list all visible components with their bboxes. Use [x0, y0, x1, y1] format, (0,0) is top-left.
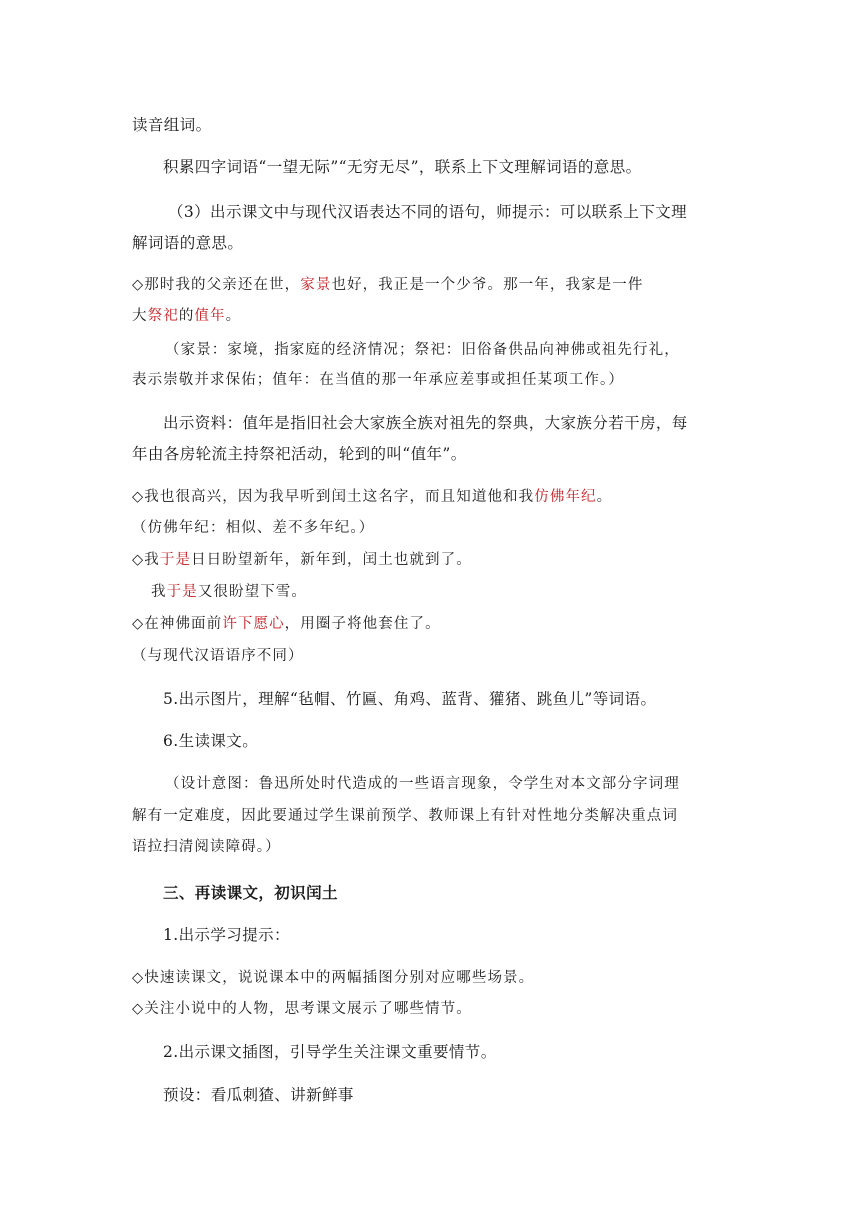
- design-note-line: 解有一定难度，因此要通过学生课前预学、教师课上有针对性地分类解决重点词: [132, 808, 678, 824]
- section-heading: 三、再读课文，初识闰土: [163, 883, 338, 902]
- quote-line: 大祭祀的值年。: [132, 308, 242, 324]
- quote-line: 我于是又很盼望下雪。: [151, 584, 308, 600]
- quote-line: ◇关注小说中的人物，思考课文展示了哪些情节。: [132, 1001, 472, 1017]
- paragraph-line: 解词语的意思。: [132, 234, 244, 252]
- highlighted-word: 于是: [159, 552, 192, 568]
- paragraph-line: 预设：看瓜刺猹、讲新鲜事: [163, 1086, 354, 1104]
- design-note-line: 语拉扫清阅读障碍。）: [132, 839, 281, 855]
- note-line: 表示崇敬并求保佑；值年：在当值的那一年承应差事或担任某项工作。）: [132, 372, 624, 388]
- highlighted-word: 仿佛年纪: [534, 489, 597, 505]
- quote-line: ◇在神佛面前许下愿心，用圈子将他套住了。: [132, 616, 441, 632]
- highlighted-word: 祭祀: [147, 308, 179, 324]
- paragraph-line: 6.生读课文。: [163, 732, 259, 750]
- quote-line: ◇那时我的父亲还在世，家景也好，我正是一个少爷。那一年，我家是一件: [132, 277, 644, 293]
- paragraph-line: 出示资料：值年是指旧社会大家族全族对祖先的祭典，大家族分若干房，每: [163, 414, 688, 432]
- highlighted-word: 于是: [166, 584, 198, 600]
- quote-line: ◇我于是日日盼望新年，新年到，闰土也就到了。: [132, 552, 472, 568]
- quote-line: ◇快速读课文，说说课本中的两幅插图分别对应哪些场景。: [132, 970, 535, 986]
- quote-line: ◇我也很高兴，因为我早听到闰土这名字，而且知道他和我仿佛年纪。: [132, 489, 613, 505]
- note-line: （家景：家境，指家庭的经济情况；祭祀：旧俗备供品向神佛或祖先行礼，: [165, 342, 680, 358]
- design-note-line: （设计意图：鲁迅所处时代造成的一些语言现象，令学生对本文部分字词理: [165, 776, 680, 792]
- note-line: （与现代汉语语序不同）: [132, 648, 304, 664]
- paragraph-line: 年由各房轮流主持祭祀活动，轮到的叫“值年”。: [132, 445, 467, 463]
- highlighted-word: 家景: [300, 277, 332, 293]
- paragraph-line: 2.出示课文插图，引导学生关注课文重要情节。: [163, 1043, 497, 1061]
- paragraph-line: 1.出示学习提示：: [163, 926, 290, 944]
- highlighted-word: 值年: [194, 308, 226, 324]
- paragraph-line: （3）出示课文中与现代汉语表达不同的语句，师提示：可以联系上下文理: [168, 203, 688, 221]
- paragraph-line: 读音组词。: [132, 116, 212, 134]
- highlighted-word: 许下愿心: [222, 616, 285, 632]
- paragraph-line: 积累四字词语“一望无际”“无穷无尽”，联系上下文理解词语的意思。: [163, 158, 642, 176]
- note-line: （仿佛年纪：相似、差不多年纪。）: [132, 520, 375, 536]
- paragraph-line: 5.出示图片，理解“毡帽、竹匾、角鸡、蓝背、獾猪、跳鱼儿”等词语。: [163, 690, 657, 708]
